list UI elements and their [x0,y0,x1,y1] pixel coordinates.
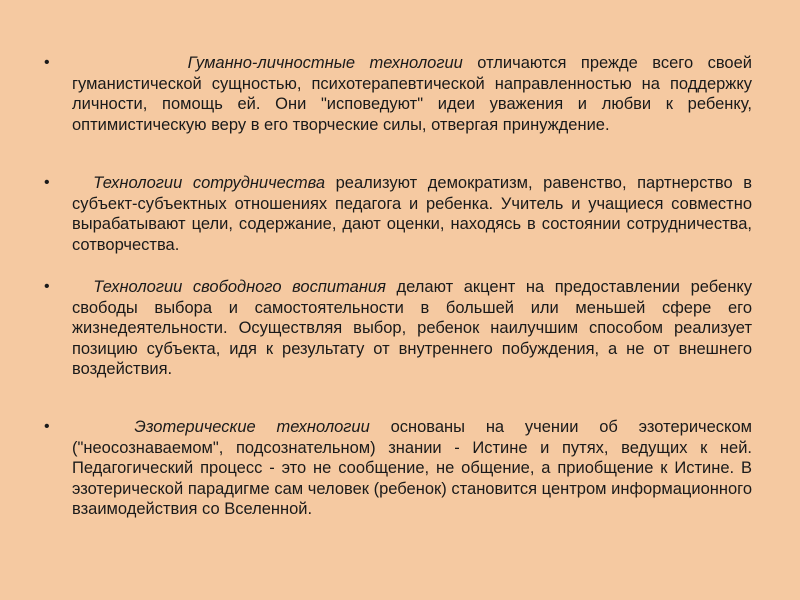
item-indent [72,278,93,296]
item-term: Технологии сотрудничества [93,174,326,192]
item-term: Эзотерические технологии [134,418,370,436]
bullet-item-esoteric [44,417,752,520]
item-term: Гуманно-личностные технологии [187,54,463,72]
bullet-icon: • [44,174,50,191]
bullet-item-cooperation [44,173,752,255]
item-indent [72,174,93,192]
bullet-icon: • [44,278,50,295]
item-text: основаны на учении об эзотерическом ("неосознаваемом", подсознательном) знании - Истине и путях, ведущих к ней. Педагогический процесс - это не сообщение, не общение, а приобщение к Истине. В эзотерической парадигме сам человек (ребенок) становится центром информационного взаимодействия со Вселенной. [72,418,752,519]
bullet-icon: • [44,418,50,435]
item-text: делают акцент на предоставлении ребенку свободы выбора и самостоятельности в большей или меньшей сфере его жизнедеятельности. Осуществляя выбор, ребенок наилучшим способом реализует позицию субъекта, идя к результату от внутреннего побуждения, а не от внешнего воздействия. [72,278,752,379]
bullet-item-humane-personal [44,53,752,135]
item-indent [72,418,134,436]
bullet-item-free-education [44,277,752,380]
item-indent [72,54,188,72]
item-term: Технологии свободного воспитания [93,278,386,296]
item-text: реализуют демократизм, равенство, партнерство в субъект-субъектных отношениях педагога и ребенка. Учитель и учащиеся совместно вырабатывают цели, содержание, дают оценки, находясь в состоянии сотрудничества, сотворчества. [72,174,752,254]
item-text: отличаются прежде всего своей гуманистической сущностью, психотерапевтической направленностью на поддержку личности, помощь ей. Они "исповедуют" идеи уважения и любви к ребенку, оптимистическую веру в его творческие силы, отвергая принуждение. [72,54,752,134]
bullet-icon: • [44,54,50,71]
